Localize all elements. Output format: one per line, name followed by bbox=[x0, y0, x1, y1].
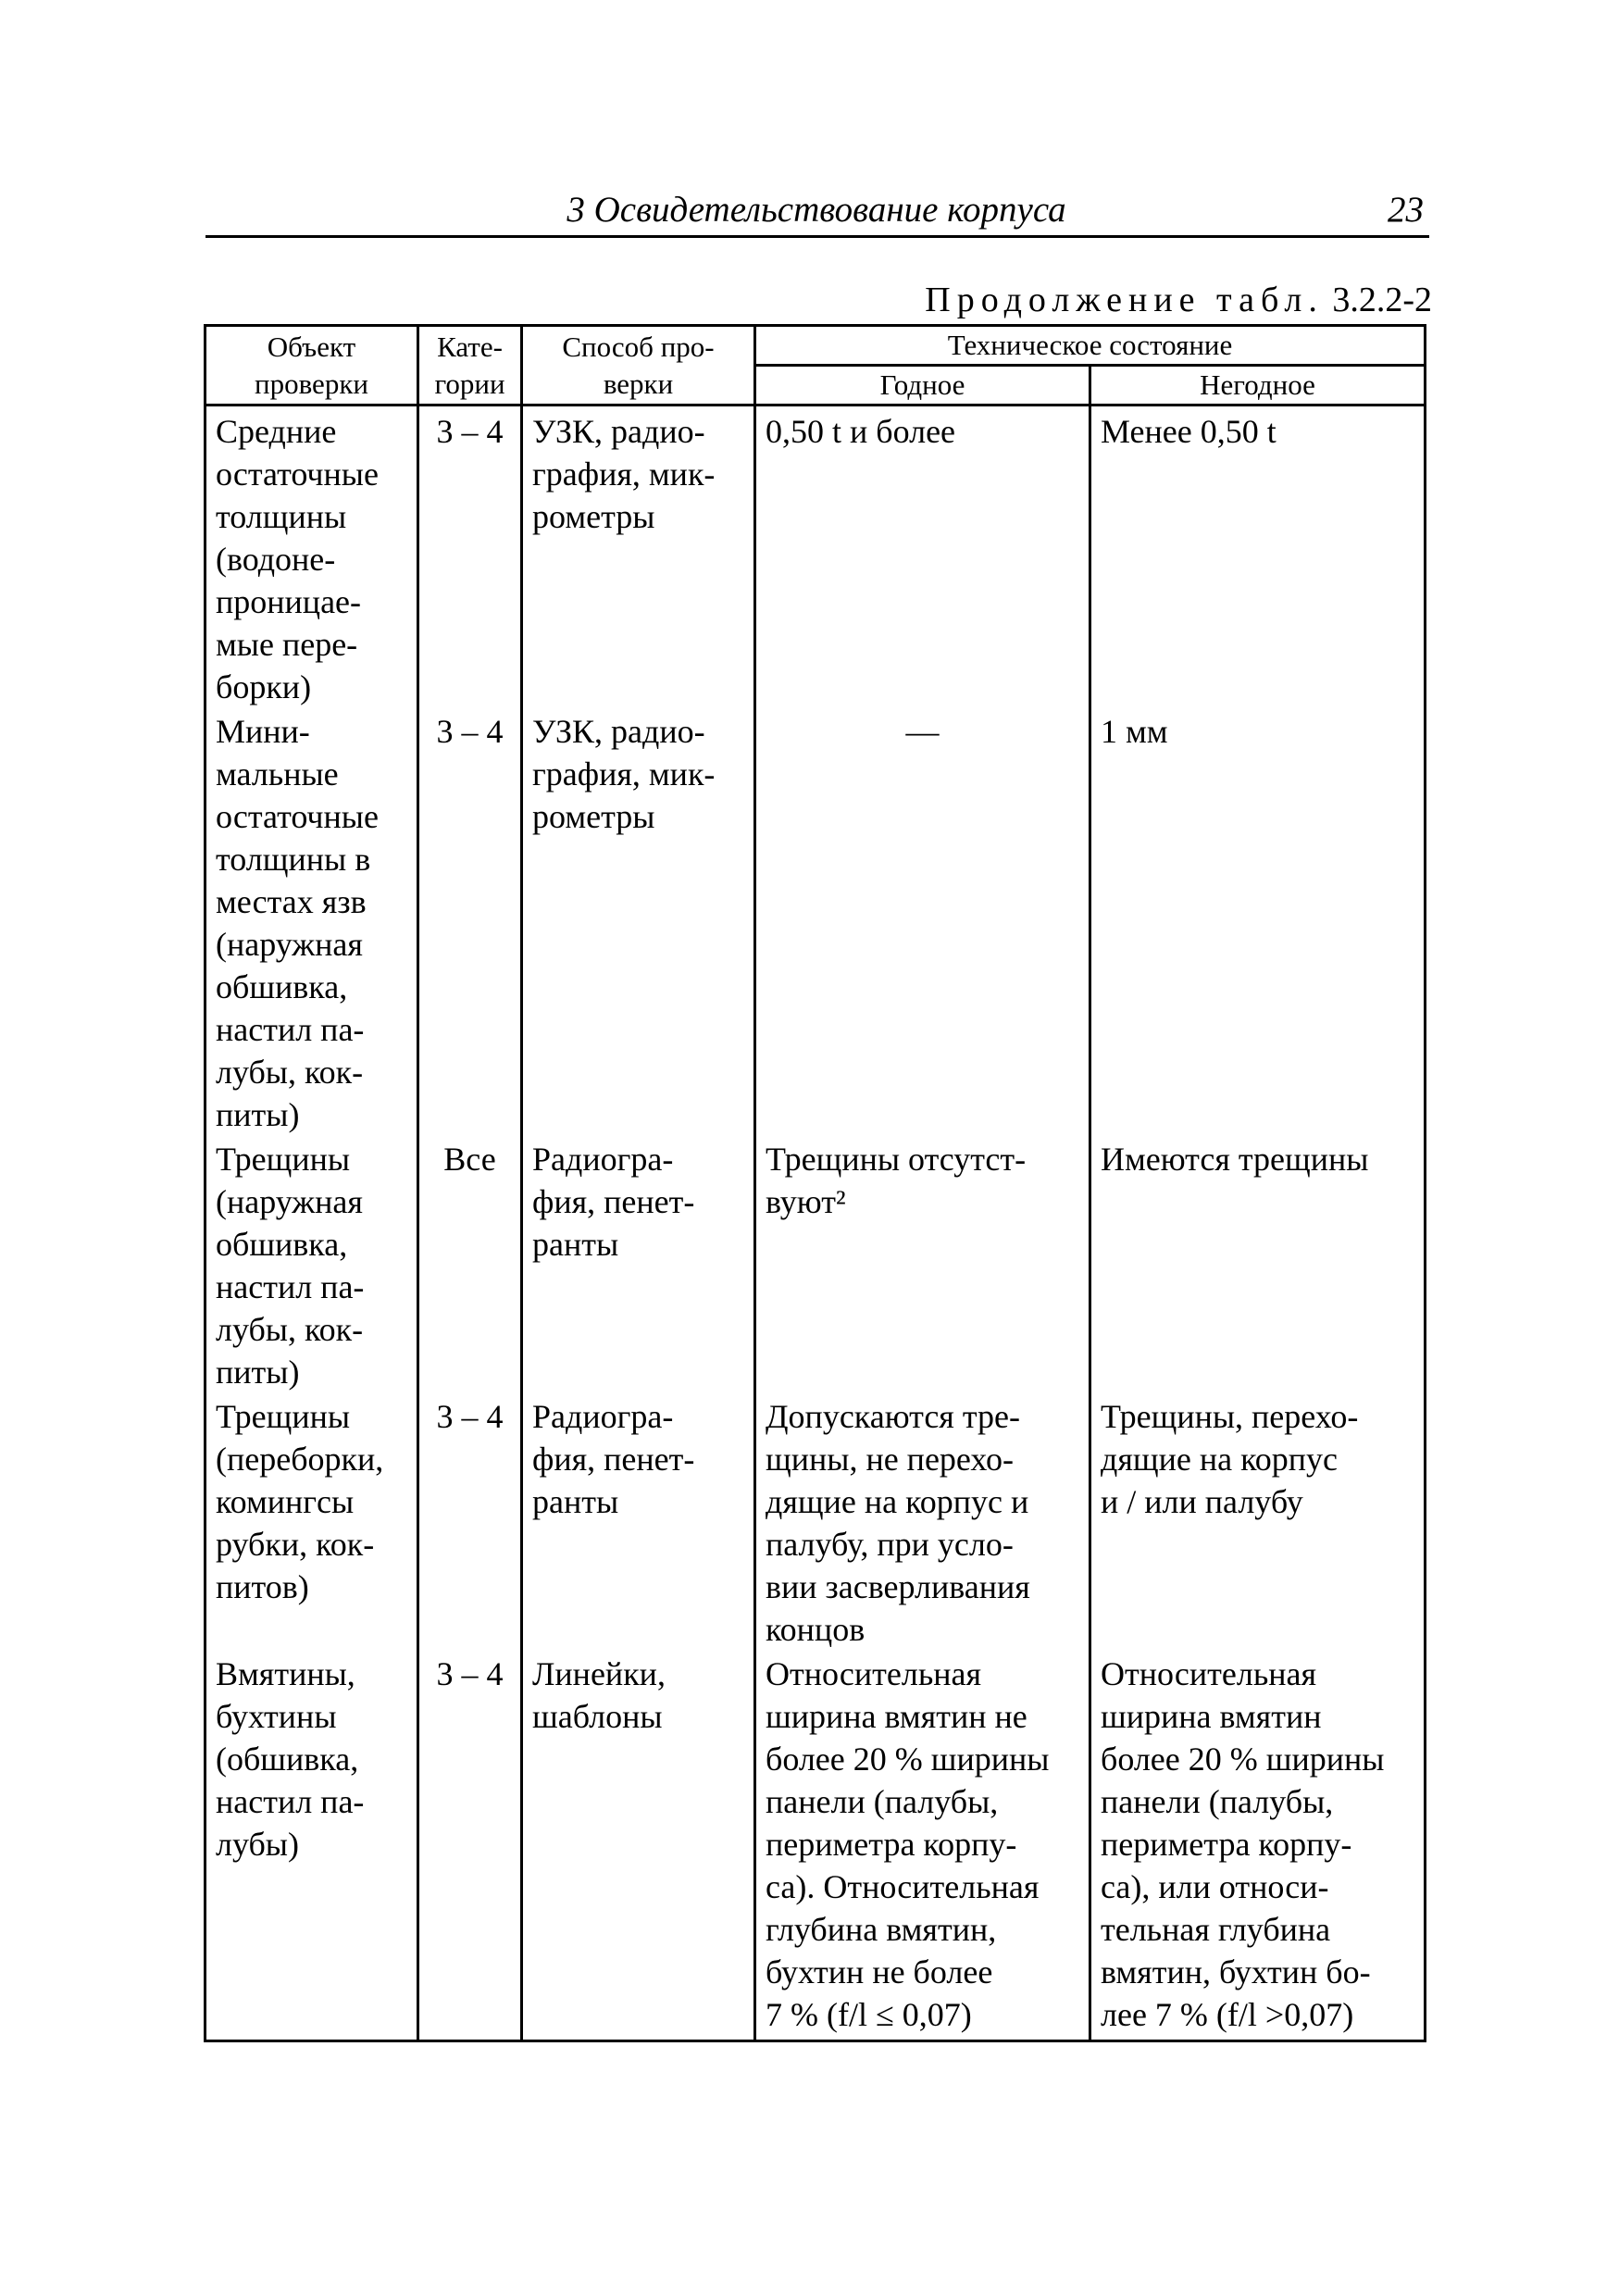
cell-good: — bbox=[755, 708, 1090, 1136]
cell-object: Мини- мальные остаточные толщины в местах язв (наружная обшивка, настил па- лубы, кок- питы) bbox=[205, 708, 418, 1136]
cell-category: 3 – 4 bbox=[418, 1651, 522, 2041]
header-method: Способ про- верки bbox=[522, 326, 755, 406]
cell-bad: Имеются трещины bbox=[1090, 1136, 1426, 1393]
header-category: Кате- гории bbox=[418, 326, 522, 406]
cell-method: УЗК, радио- графия, мик- рометры bbox=[522, 406, 755, 709]
table-row bbox=[205, 1651, 1426, 2041]
caption-number: 3.2.2-2 bbox=[1332, 281, 1432, 319]
cell-good: Трещины отсутст- вуют² bbox=[755, 1136, 1090, 1393]
cell-object: Трещины (наружная обшивка, настил па- лубы, кок- питы) bbox=[205, 1136, 418, 1393]
header-good: Годное bbox=[755, 366, 1090, 406]
cell-object: Средние остаточные толщины (водоне- проницае- мые пере- борки) bbox=[205, 406, 418, 709]
cell-method: Радиогра- фия, пенет- ранты bbox=[522, 1393, 755, 1651]
chapter-title: 3 Освидетельствование корпуса bbox=[567, 190, 1066, 230]
cell-method: УЗК, радио- графия, мик- рометры bbox=[522, 708, 755, 1136]
table-row bbox=[205, 708, 1426, 1136]
cell-bad: Трещины, перехо- дящие на корпус и / или палубу bbox=[1090, 1393, 1426, 1651]
caption-prefix: Продолжение табл. bbox=[925, 281, 1324, 319]
cell-method: Радиогра- фия, пенет- ранты bbox=[522, 1136, 755, 1393]
header-bad: Негодное bbox=[1090, 366, 1426, 406]
table-row bbox=[205, 406, 1426, 709]
cell-object: Трещины (переборки, комингсы рубки, кок- питов) bbox=[205, 1393, 418, 1651]
cell-good: 0,50 t и более bbox=[755, 406, 1090, 709]
running-header bbox=[205, 185, 1427, 235]
cell-method: Линейки, шаблоны bbox=[522, 1651, 755, 2041]
cell-bad: 1 мм bbox=[1090, 708, 1426, 1136]
cell-category: 3 – 4 bbox=[418, 1393, 522, 1651]
cell-good: Относительная ширина вмятин не более 20 % ширины панели (палубы, периметра корпу- са). Относительная глубина вмятин, бухтин не более 7 % (f/l ≤ 0,07) bbox=[755, 1651, 1090, 2041]
cell-category: 3 – 4 bbox=[418, 406, 522, 709]
cell-category: Все bbox=[418, 1136, 522, 1393]
header-rule bbox=[205, 235, 1429, 238]
header-technical-state: Техническое состояние bbox=[755, 326, 1426, 366]
cell-bad: Менее 0,50 t bbox=[1090, 406, 1426, 709]
cell-object: Вмятины, бухтины (обшивка, настил па- лубы) bbox=[205, 1651, 418, 2041]
cell-category: 3 – 4 bbox=[418, 708, 522, 1136]
table-row bbox=[205, 1136, 1426, 1393]
header-object: Объект проверки bbox=[205, 326, 418, 406]
table-caption bbox=[925, 280, 1432, 320]
technical-state-table bbox=[204, 324, 1426, 2042]
cell-good: Допускаются тре- щины, не перехо- дящие на корпус и палубу, при усло- вии засверливания концов bbox=[755, 1393, 1090, 1651]
table-row bbox=[205, 1393, 1426, 1651]
page-number: 23 bbox=[1388, 190, 1424, 230]
cell-bad: Относительная ширина вмятин более 20 % ширины панели (палубы, периметра корпу- са), или относи- тельная глубина вмятин, бухтин бо- лее 7 % (f/l >0,07) bbox=[1090, 1651, 1426, 2041]
